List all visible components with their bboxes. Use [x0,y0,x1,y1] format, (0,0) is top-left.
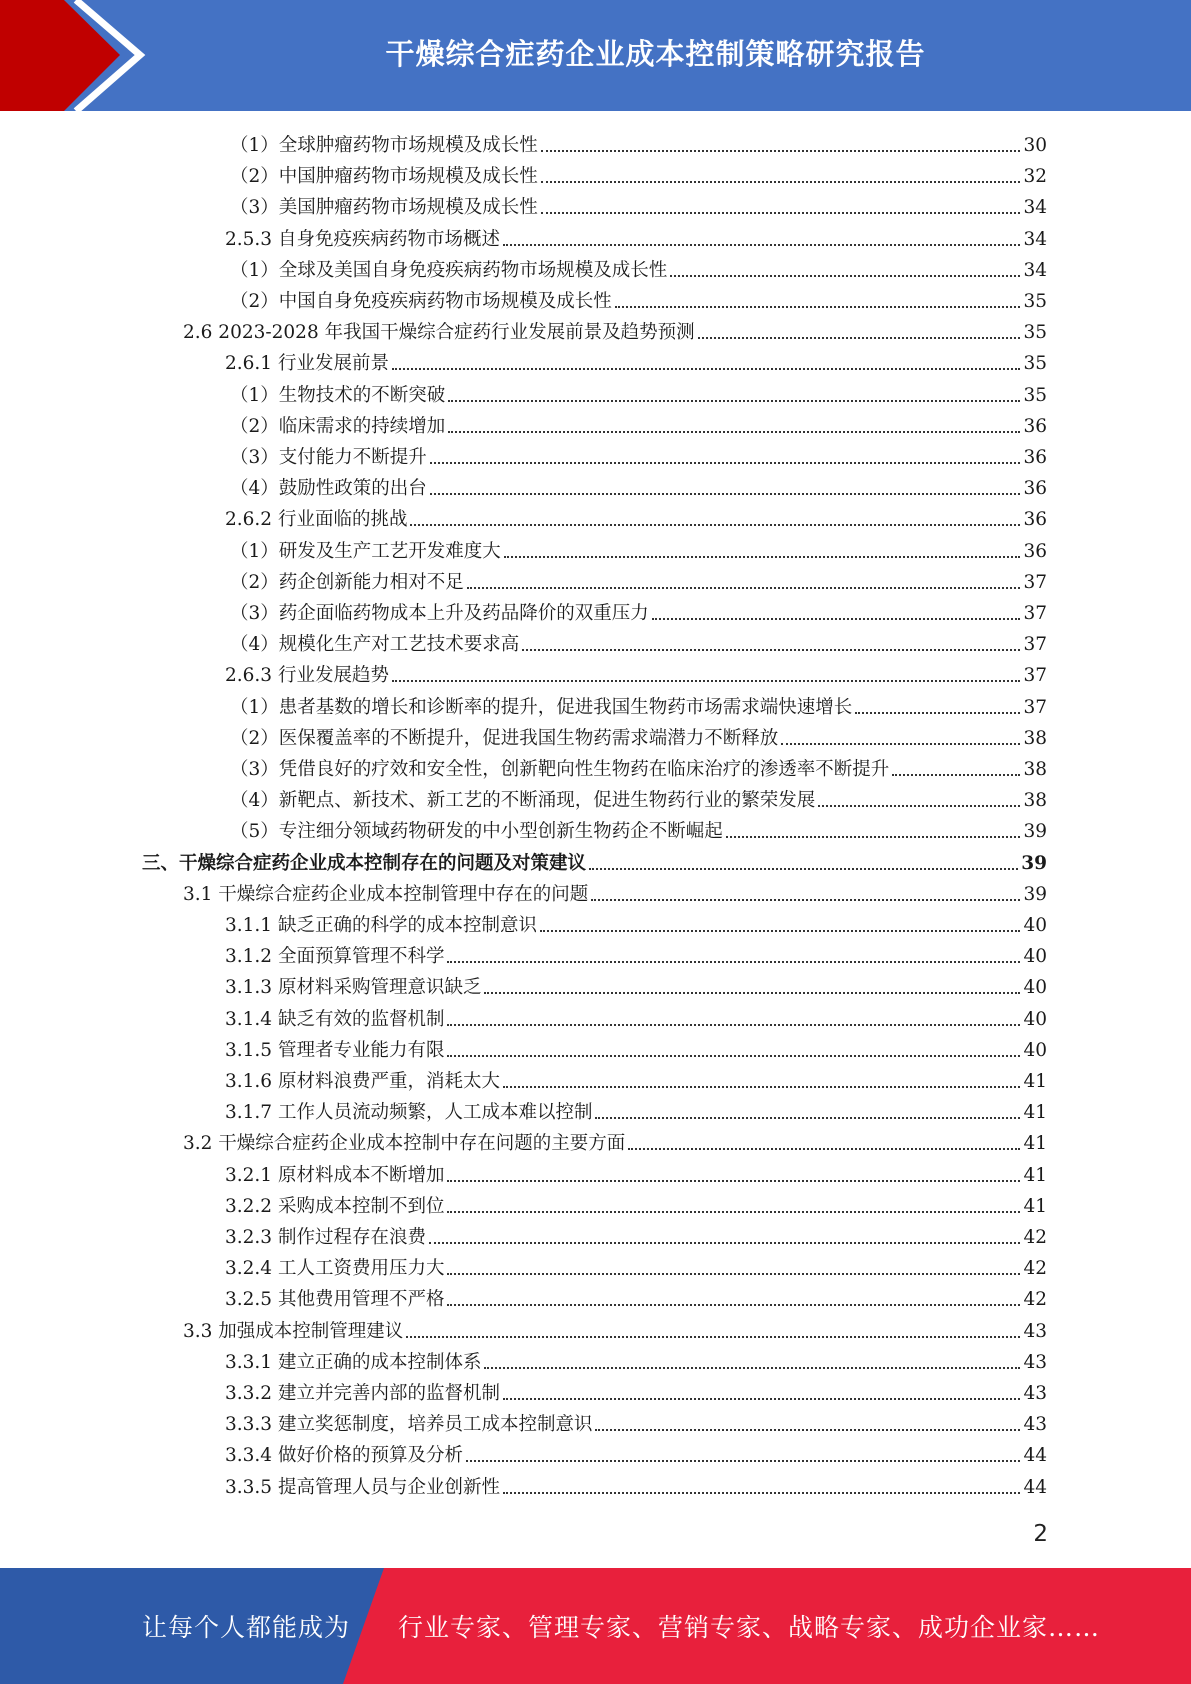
toc-entry-title: 2.6 2023-2028 年我国干燥综合症药行业发展前景及趋势预测 [183,322,695,344]
toc-entry-title: 3.2.4 工人工资费用压力大 [225,1258,445,1280]
footer-slogan-left: 让每个人都能成为 [142,1613,351,1642]
toc-dot-leader [781,743,1020,745]
toc-entry[interactable] [230,252,1047,283]
toc-entry[interactable] [225,1157,1047,1188]
toc-dot-leader [589,868,1018,870]
toc-entry-title: 3.2.1 原材料成本不断增加 [225,1164,445,1186]
toc-entry-title: 2.6.2 行业面临的挑战 [225,509,408,531]
toc-entry-page: 34 [1023,197,1047,219]
toc-entry[interactable] [230,470,1047,501]
toc-dot-leader [447,1304,1020,1306]
toc-dot-leader [591,899,1020,901]
toc-entry-title: （1）全球及美国自身免疫疾病药物市场规模及成长性 [230,259,668,281]
toc-entry[interactable] [183,1313,1047,1344]
toc-entry[interactable] [225,221,1047,252]
toc-entry-page: 32 [1023,166,1047,188]
toc-dot-leader [504,556,1021,558]
toc-entry-title: 3.3.5 提高管理人员与企业创新性 [225,1476,500,1498]
toc-entry-title: （1）生物技术的不断突破 [230,384,446,406]
toc-entry[interactable] [183,1125,1047,1156]
toc-entry-title: （3）支付能力不断提升 [230,447,427,468]
toc-entry-page: 35 [1023,384,1047,406]
toc-entry-page: 36 [1023,540,1047,562]
toc-entry-page: 37 [1023,665,1047,687]
toc-dot-leader [892,774,1020,776]
toc-entry-page: 43 [1023,1383,1047,1404]
toc-entry-page: 37 [1023,571,1047,593]
toc-entry[interactable] [225,907,1047,938]
toc-entry-title: 3.2.5 其他费用管理不严格 [225,1289,445,1311]
toc-entry-title: （4）鼓励性政策的出台 [230,478,427,500]
toc-dot-leader [392,680,1020,682]
toc-entry-page: 38 [1023,790,1047,812]
toc-entry[interactable] [225,1250,1047,1281]
toc-entry[interactable] [230,751,1047,782]
toc-entry-page: 37 [1023,603,1047,624]
toc-entry-title: 3.2.2 采购成本控制不到位 [225,1195,445,1217]
toc-entry-title: （2）医保覆盖率的不断提升，促进我国生物药需求端潜力不断释放 [230,727,779,749]
toc-entry-page: 41 [1023,1133,1047,1155]
toc-entry[interactable] [183,314,1047,345]
toc-dot-leader [448,431,1020,433]
report-title: 干燥综合症药企业成本控制策略研究报告 [385,36,926,71]
toc-entry-title: （2）中国自身免疫疾病药物市场规模及成长性 [230,291,612,312]
toc-entry-title: （4）规模化生产对工艺技术要求高 [230,634,520,656]
toc-entry[interactable] [225,1344,1047,1375]
toc-entry-title: 3.3.4 做好价格的预算及分析 [225,1445,463,1467]
toc-dot-leader [466,1460,1020,1462]
toc-entry-page: 35 [1023,322,1047,344]
toc-entry-title: 3.3.3 建立奖惩制度，培养员工成本控制意识 [225,1414,593,1436]
toc-entry-title: 3.3 加强成本控制管理建议 [183,1320,404,1342]
toc-entry-page: 34 [1023,259,1047,281]
toc-entry[interactable] [230,782,1047,813]
toc-dot-leader [447,961,1020,963]
toc-entry-page: 41 [1023,1164,1047,1186]
page-footer [0,1568,1191,1684]
toc-entry[interactable] [230,720,1047,751]
toc-entry-title: 3.1.2 全面预算管理不科学 [225,946,445,968]
toc-entry[interactable] [225,1406,1047,1437]
toc-entry-title: 3.2.3 制作过程存在浪费 [225,1227,426,1248]
toc-entry[interactable] [230,533,1047,564]
toc-entry[interactable] [230,439,1047,470]
toc-entry[interactable] [225,1063,1047,1094]
toc-dot-leader [541,181,1021,183]
toc-entry[interactable] [230,813,1047,844]
toc-entry-page: 39 [1023,883,1047,905]
toc-entry-page: 38 [1023,727,1047,749]
toc-entry-page: 40 [1023,915,1047,936]
toc-entry-page: 43 [1023,1414,1047,1436]
page-number: 2 [1033,1521,1048,1547]
toc-entry[interactable] [225,1094,1047,1125]
toc-entry[interactable] [142,845,1047,876]
toc-entry-page: 43 [1023,1351,1047,1373]
toc-dot-leader [429,1242,1020,1244]
toc-entry-title: 2.6.1 行业发展前景 [225,353,389,375]
toc-entry-title: （3）药企面临药物成本上升及药品降价的双重压力 [230,603,649,624]
toc-dot-leader [392,368,1020,370]
toc-dot-leader [595,1117,1020,1119]
toc-entry[interactable] [230,377,1047,408]
toc-entry[interactable] [225,345,1047,376]
toc-entry-title: （4）新靶点、新技术、新工艺的不断涌现，促进生物药行业的繁荣发展 [230,790,816,812]
toc-entry-page: 39 [1021,852,1047,874]
toc-entry-page: 40 [1023,1039,1047,1061]
toc-entry[interactable] [230,564,1047,595]
toc-entry-page: 36 [1023,509,1047,531]
toc-entry[interactable] [225,501,1047,532]
toc-entry-page: 37 [1023,696,1047,718]
toc-dot-leader [628,1148,1020,1150]
toc-entry[interactable] [225,1437,1047,1468]
toc-dot-leader [447,1024,1020,1026]
toc-dot-leader [595,1429,1020,1431]
toc-dot-leader [467,587,1021,589]
toc-dot-leader [430,462,1021,464]
toc-entry[interactable] [230,626,1047,657]
toc-entry[interactable] [230,595,1047,626]
toc-entry-title: 2.5.3 自身免疫疾病药物市场概述 [225,228,500,250]
toc-entry-page: 42 [1023,1258,1047,1280]
toc-dot-leader [855,712,1020,714]
toc-entry[interactable] [183,876,1047,907]
toc-entry-page: 35 [1023,291,1047,312]
toc-entry-page: 36 [1023,447,1047,468]
toc-entry[interactable] [225,657,1047,688]
toc-entry-title: 3.2 干燥综合症药企业成本控制中存在问题的主要方面 [183,1133,626,1155]
toc-dot-leader [447,1273,1020,1275]
toc-entry-page: 35 [1023,353,1047,375]
header-red-arrow-shape [0,0,180,111]
toc-dot-leader [484,1367,1020,1369]
toc-entry[interactable] [230,127,1047,158]
toc-entry[interactable] [230,689,1047,720]
toc-dot-leader [503,244,1020,246]
toc-entry-page: 40 [1023,1008,1047,1030]
toc-entry[interactable] [230,408,1047,439]
toc-dot-leader [698,337,1021,339]
toc-entry-page: 40 [1023,977,1047,999]
toc-dot-leader [670,275,1020,277]
toc-entry-page: 41 [1023,1195,1047,1217]
toc-dot-leader [652,618,1021,620]
toc-entry[interactable] [225,1375,1047,1406]
toc-entry-title: （2）药企创新能力相对不足 [230,571,464,593]
toc-entry[interactable] [230,189,1047,220]
toc-entry[interactable] [225,1188,1047,1219]
toc-dot-leader [447,1211,1020,1213]
toc-dot-leader [430,493,1021,495]
toc-entry-title: （5）专注细分领域药物研发的中小型创新生物药企不断崛起 [230,821,723,843]
toc-entry[interactable] [225,1281,1047,1312]
toc-entry-title: 3.3.1 建立正确的成本控制体系 [225,1351,482,1373]
toc-dot-leader [484,992,1020,994]
toc-entry-title: 三、干燥综合症药企业成本控制存在的问题及对策建议 [142,852,587,874]
toc-entry[interactable] [225,1001,1047,1032]
toc-entry[interactable] [225,1219,1047,1250]
toc-dot-leader [503,1492,1020,1494]
toc-entry-page: 41 [1023,1102,1047,1124]
toc-entry-title: （3）凭借良好的疗效和安全性，创新靶向性生物药在临床治疗的渗透率不断提升 [230,759,890,780]
toc-entry-title: （1）全球肿瘤药物市场规模及成长性 [230,135,538,156]
toc-entry-title: 3.1.1 缺乏正确的科学的成本控制意识 [225,915,537,936]
toc-entry-page: 30 [1023,135,1047,156]
toc-dot-leader [522,649,1020,651]
toc-entry-page: 37 [1023,634,1047,656]
toc-dot-leader [503,1086,1020,1088]
toc-entry-title: 3.1 干燥综合症药企业成本控制管理中存在的问题 [183,883,589,905]
toc-entry-page: 36 [1023,478,1047,500]
toc-entry-title: 3.1.3 原材料采购管理意识缺乏 [225,977,482,999]
toc-entry-title: （2）中国肿瘤药物市场规模及成长性 [230,166,538,188]
toc-entry-page: 44 [1023,1476,1047,1498]
toc-entry[interactable] [225,938,1047,969]
toc-entry[interactable] [225,1032,1047,1063]
toc-dot-leader [615,306,1021,308]
toc-dot-leader [410,524,1020,526]
toc-dot-leader [448,400,1020,402]
toc-entry[interactable] [230,283,1047,314]
toc-entry-title: （1）研发及生产工艺开发难度大 [230,540,501,562]
toc-entry[interactable] [225,969,1047,1000]
toc-dot-leader [726,836,1021,838]
toc-dot-leader [503,1398,1020,1400]
toc-entry-page: 39 [1023,821,1047,843]
toc-entry-title: 3.3.2 建立并完善内部的监督机制 [225,1383,500,1404]
toc-entry-title: 3.1.6 原材料浪费严重，消耗太大 [225,1071,500,1092]
toc-entry-title: （2）临床需求的持续增加 [230,415,446,437]
toc-entry-page: 42 [1023,1227,1047,1248]
toc-entry-page: 36 [1023,415,1047,437]
page-header [0,0,1191,111]
toc-dot-leader [818,805,1020,807]
toc-entry-page: 43 [1023,1320,1047,1342]
toc-dot-leader [540,930,1020,932]
footer-slogan-right: 行业专家、管理专家、营销专家、战略专家、成功企业家…… [398,1613,1101,1642]
toc-entry-page: 41 [1023,1071,1047,1092]
toc-entry[interactable] [230,158,1047,189]
toc-entry-title: 3.1.4 缺乏有效的监督机制 [225,1008,445,1030]
toc-entry-title: （3）美国肿瘤药物市场规模及成长性 [230,197,538,219]
toc-entry-page: 42 [1023,1289,1047,1311]
toc-dot-leader [406,1336,1020,1338]
toc-entry[interactable] [225,1469,1047,1500]
toc-entry-title: 2.6.3 行业发展趋势 [225,665,389,687]
toc-dot-leader [541,212,1021,214]
toc-entry-title: （1）患者基数的增长和诊断率的提升，促进我国生物药市场需求端快速增长 [230,696,853,718]
toc-entry-title: 3.1.7 工作人员流动频繁，人工成本难以控制 [225,1102,593,1124]
toc-entry-page: 38 [1023,759,1047,780]
toc-entry-page: 34 [1023,228,1047,250]
toc-dot-leader [447,1180,1020,1182]
toc-entry-page: 40 [1023,946,1047,968]
toc-dot-leader [447,1055,1020,1057]
toc-entry-page: 44 [1023,1445,1047,1467]
toc-entry-title: 3.1.5 管理者专业能力有限 [225,1039,445,1061]
toc-dot-leader [541,150,1021,152]
